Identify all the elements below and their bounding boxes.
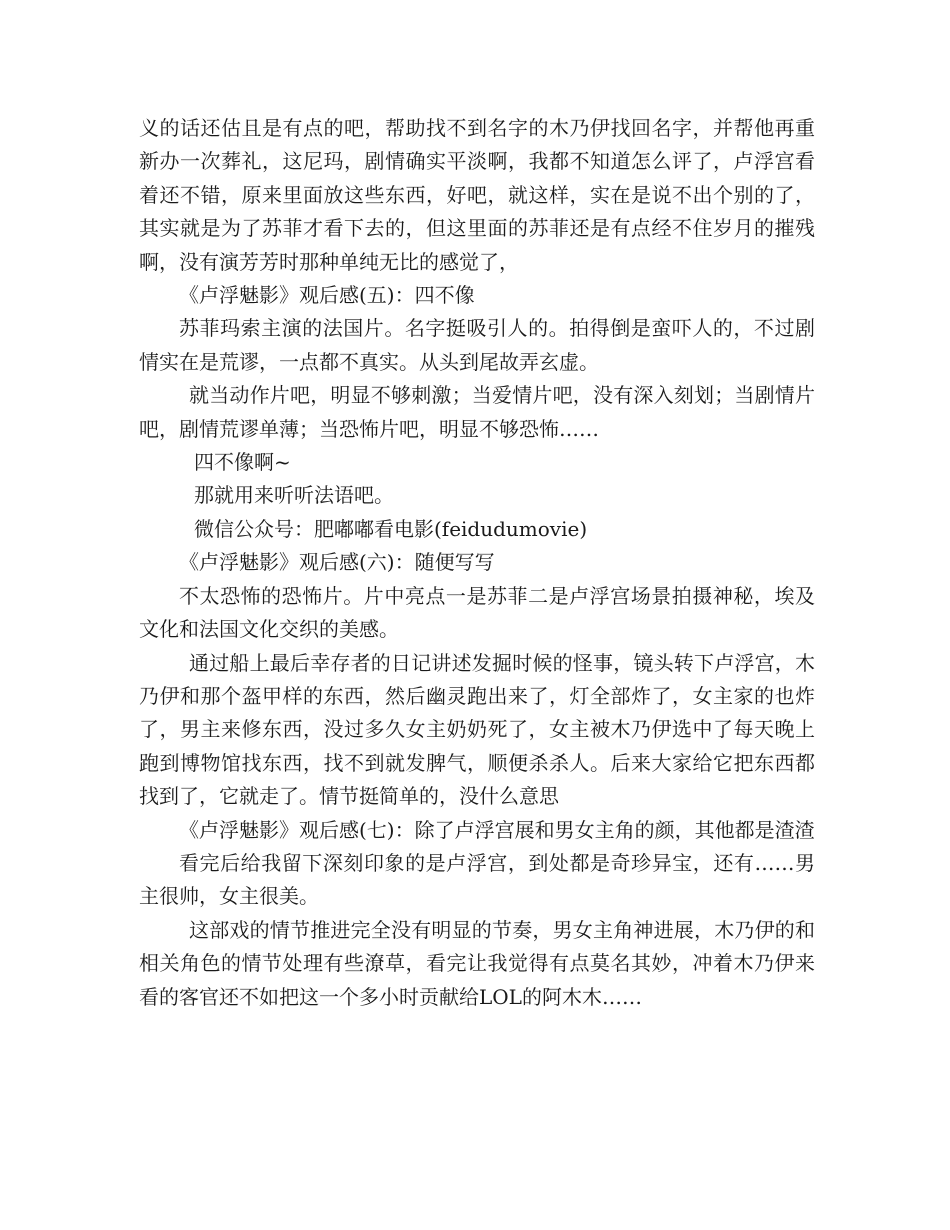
paragraph: 那就用来听听法语吧。	[194, 483, 394, 508]
section-heading: 《卢浮魅影》观后感(五)：四不像	[179, 283, 475, 308]
section-heading: 《卢浮魅影》观后感(七)：除了卢浮宫展和男女主角的颜，其他都是渣渣	[179, 817, 815, 842]
paragraph: 苏菲玛索主演的法国片。名字挺吸引人的。拍得倒是蛮吓人的，不过剧情实在是荒谬，一点都不真实。从头到尾故弄玄虚。	[139, 316, 815, 374]
section-heading: 《卢浮魅影》观后感(六)：随便写写	[179, 550, 495, 575]
paragraph: 通过船上最后幸存者的日记讲述发掘时候的怪事，镜头转下卢浮宫，木乃伊和那个盔甲样的东西，然后幽灵跑出来了，灯全部炸了，女主家的也炸了，男主来修东西，没过多久女主奶奶死了，女主被木乃伊选中了每天晚上跑到博物馆找东西，找不到就发脾气，顺便杀杀人。后来大家给它把东西都找到了，它就走了。情节挺简单的，没什么意思	[139, 650, 815, 809]
paragraph: 就当动作片吧，明显不够刺激；当爱情片吧，没有深入刻划；当剧情片吧，剧情荒谬单薄；当恐怖片吧，明显不够恐怖……	[139, 383, 815, 441]
paragraph: 这部戏的情节推进完全没有明显的节奏，男女主角神进展，木乃伊的和相关角色的情节处理有些潦草，看完让我觉得有点莫名其妙，冲着木乃伊来看的客官还不如把这一个多小时贡献给LOL的阿木木……	[139, 917, 815, 1009]
paragraph: 微信公众号：肥嘟嘟看电影(feidudumovie)	[194, 516, 588, 541]
paragraph: 不太恐怖的恐怖片。片中亮点一是苏菲二是卢浮宫场景拍摄神秘，埃及文化和法国文化交织的美感。	[139, 583, 815, 642]
paragraph: 四不像啊~	[194, 450, 291, 475]
paragraph: 看完后给我留下深刻印象的是卢浮宫，到处都是奇珍异宝，还有……男主很帅，女主很美。	[139, 850, 815, 909]
paragraph: 义的话还估且是有点的吧，帮助找不到名字的木乃伊找回名字，并帮他再重新办一次葬礼，这尼玛，剧情确实平淡啊，我都不知道怎么评了，卢浮宫看着还不错，原来里面放这些东西，好吧，就这样，实在是说不出个别的了，其实就是为了苏菲才看下去的，但这里面的苏菲还是有点经不住岁月的摧残啊，没有演芳芳时那种单纯无比的感觉了，	[139, 116, 815, 274]
document-page	[139, 112, 815, 1014]
